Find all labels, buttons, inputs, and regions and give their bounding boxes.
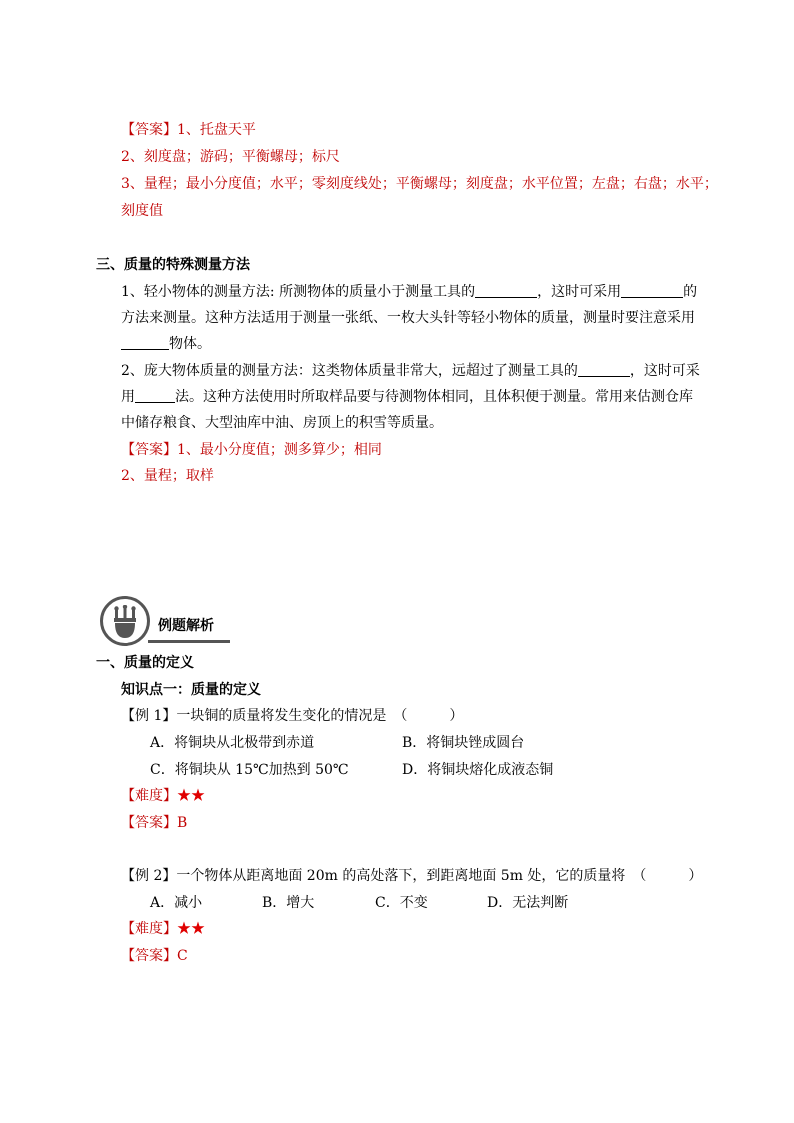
example-1-question: 【例 1】一块铜的质量将发生变化的情况是 （ ） <box>121 708 464 724</box>
section-title: 三、质量的特殊测量方法 <box>96 257 250 273</box>
option-c: C．将铜块从 15℃加热到 50℃ <box>150 762 349 778</box>
banner-underline <box>148 640 230 643</box>
answer-line-3: 3、量程；最小分度值；水平；零刻度线处；平衡螺母；刻度盘；水平位置；左盘；右盘；水平； <box>121 176 718 192</box>
difficulty-stars: ★★ <box>177 921 205 937</box>
crown-bell-icon <box>100 596 150 646</box>
answer-line-2: 2、刻度盘；游码；平衡螺母；标尺 <box>121 149 340 165</box>
fill-blank <box>135 388 175 403</box>
fill-blank <box>121 335 169 350</box>
option-b: B．将铜块锉成圆台 <box>402 735 525 751</box>
paragraph-1-line-1: 1、轻小物体的测量方法: 所测物体的质量小于测量工具的 ，这时可采用 的 <box>121 284 698 300</box>
answer-tag: 【答案】 <box>121 122 177 138</box>
option-b: B．增大 <box>262 895 315 911</box>
paragraph-2-line-1: 2、庞大物体质量的测量方法：这类物体质量非常大，远超过了测量工具的 ，这时可采 <box>121 363 700 379</box>
answer-line: 【答案】1、最小分度值；测多算少；相同 <box>121 442 382 458</box>
banner-title: 例题解析 <box>158 618 214 634</box>
fill-blank <box>621 283 683 298</box>
fill-blank <box>578 362 630 377</box>
paragraph-1-line-2: 方法来测量。这种方法适用于测量一张纸、一枚大头针等轻小物体的质量，测量时要注意采用 <box>121 310 695 326</box>
example-2-question: 【例 2】一个物体从距离地面 20m 的高处落下，到距离地面 5m 处，它的质量将 （ ） <box>121 868 703 884</box>
answer-line: 【答案】B <box>121 815 188 831</box>
knowledge-point-title: 知识点一：质量的定义 <box>121 682 261 698</box>
section-title: 一、质量的定义 <box>96 655 194 671</box>
option-d: D．无法判断 <box>487 895 569 911</box>
paragraph-1-line-3: 物体。 <box>121 334 211 354</box>
option-c: C．不变 <box>375 895 428 911</box>
difficulty-stars: ★★ <box>177 788 205 804</box>
paragraph-2-line-3: 中储存粮食、大型油库中油、房顶上的积雪等质量。 <box>121 415 443 431</box>
fill-blank <box>475 283 537 298</box>
answer-line-1: 【答案】1、托盘天平 <box>121 122 256 138</box>
answer-line: 2、量程；取样 <box>121 468 214 484</box>
option-d: D．将铜块熔化成液态铜 <box>402 762 554 778</box>
paragraph-2-line-2: 用 法。这种方法使用时所取样品要与待测物体相同，且体积便于测量。常用来估测仓库 <box>121 389 693 405</box>
answer-line: 【答案】C <box>121 948 188 964</box>
difficulty-line: 【难度】★★ <box>121 788 205 804</box>
difficulty-line: 【难度】★★ <box>121 921 205 937</box>
option-a: A．减小 <box>150 895 203 911</box>
option-a: A．将铜块从北极带到赤道 <box>150 735 315 751</box>
answer-line-4: 刻度值 <box>121 203 163 219</box>
